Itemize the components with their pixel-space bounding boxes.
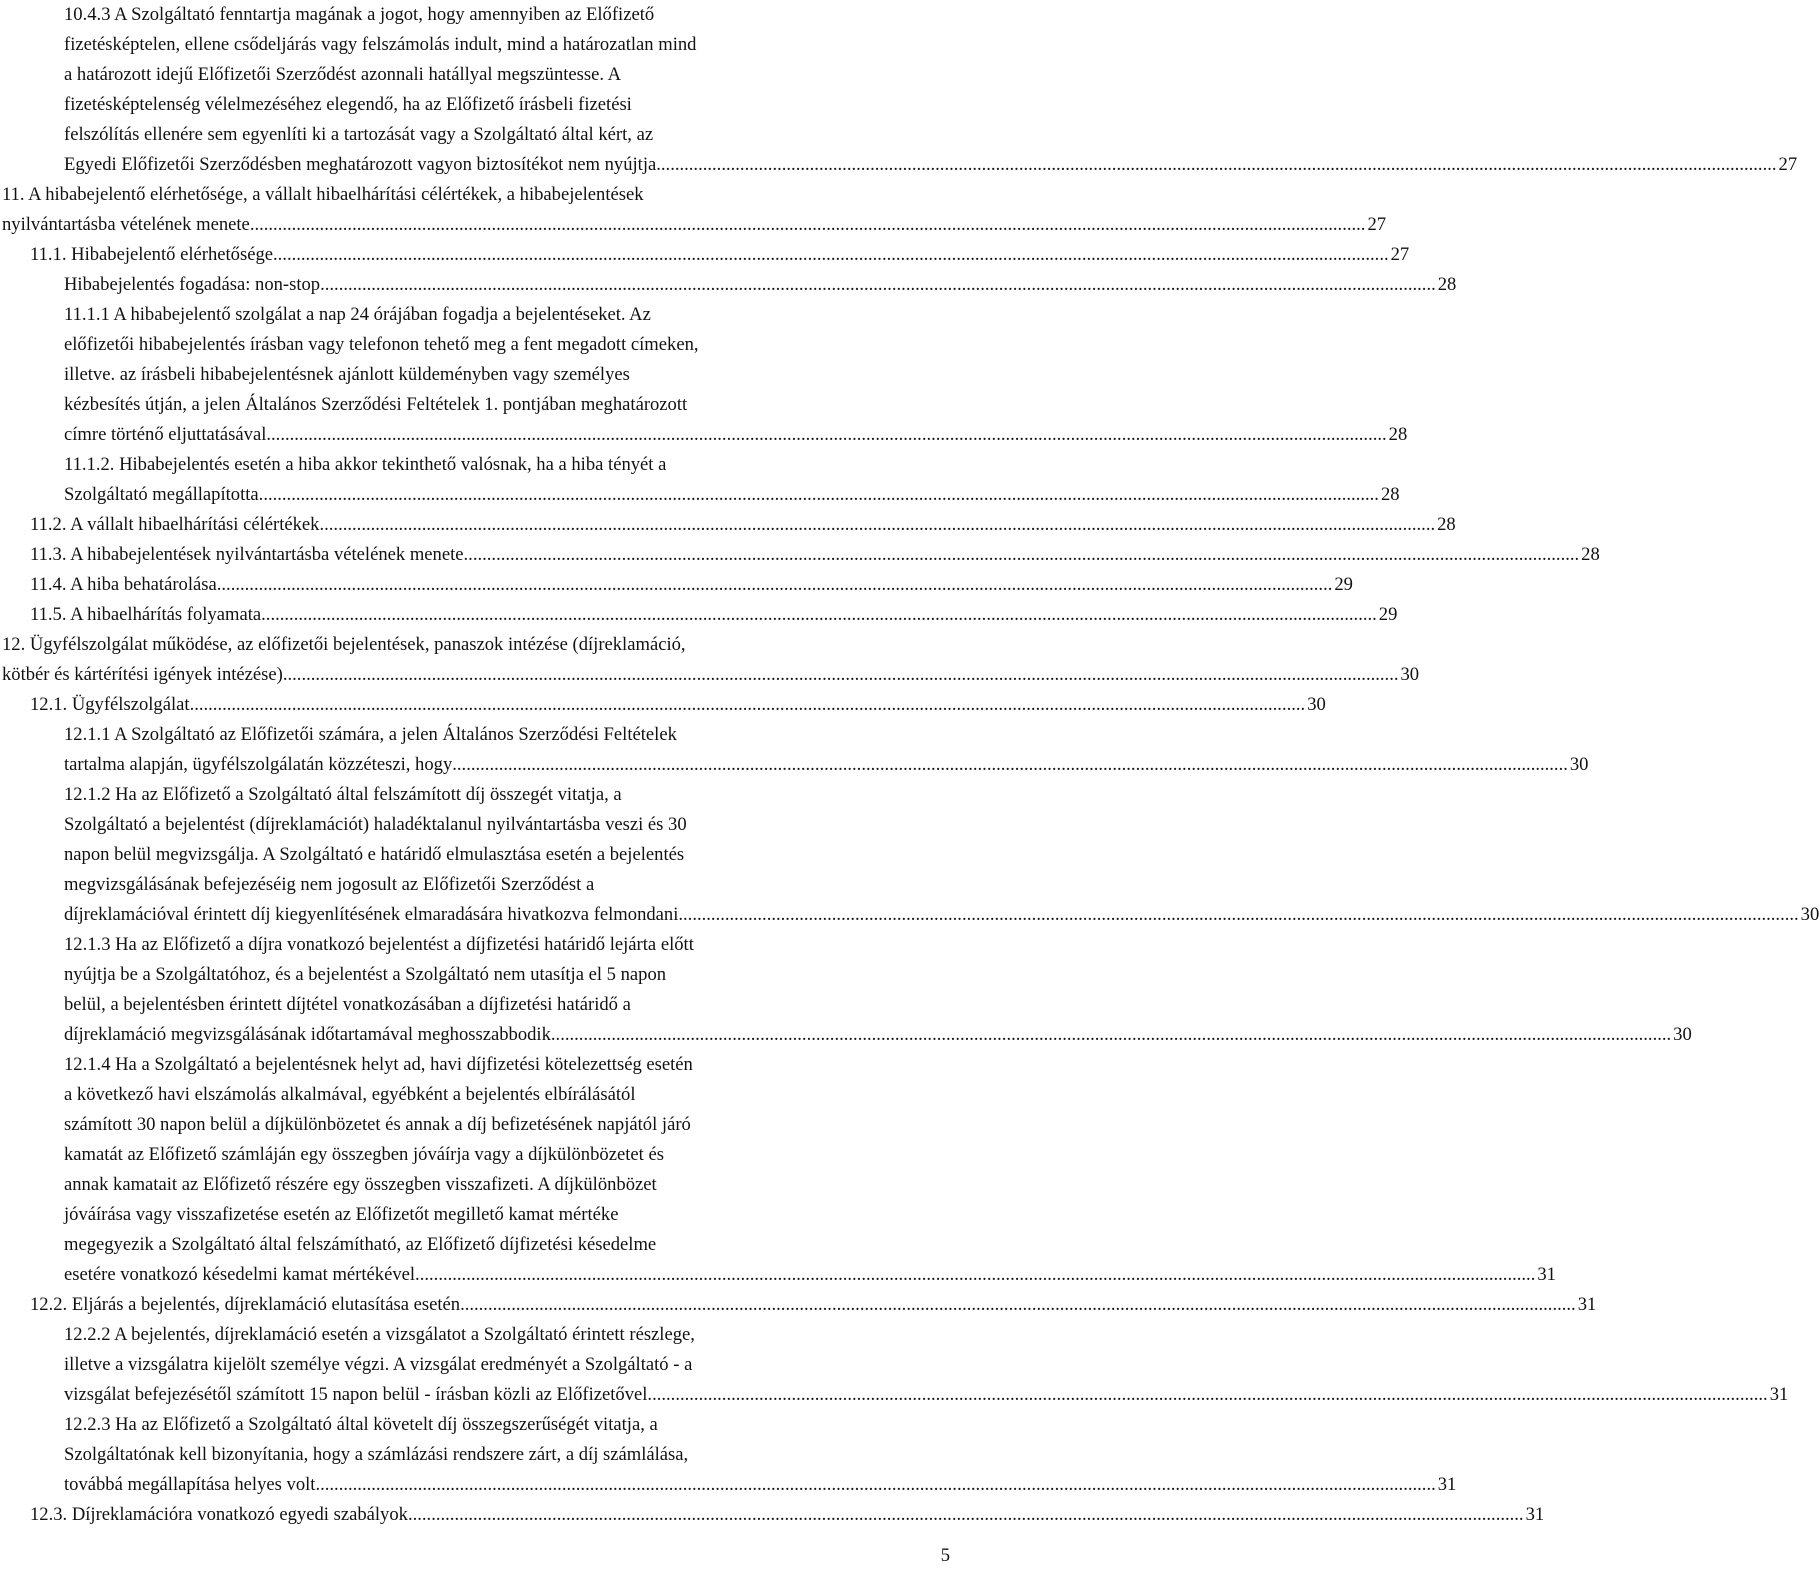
toc-entry-leader-line [64, 420, 1408, 450]
dot-leader [556, 1020, 1672, 1050]
toc-page-number: 27 [1778, 154, 1798, 175]
toc-entry-title: 12.3. Díjreklamációra vonatkozó egyedi szabályok [30, 1504, 408, 1525]
toc-page-number: 31 [1769, 1384, 1789, 1405]
toc-entry-line: napon belül megvizsgálja. A Szolgáltató e határidő elmulasztása esetén a bejelentés [64, 844, 685, 865]
dot-leader [217, 570, 1333, 600]
toc-entry-11-5[interactable] [30, 600, 1398, 630]
toc-entry-line: 10.4.3 A Szolgáltató fenntartja magának a jogot, hogy amennyiben az Előfizető [64, 4, 655, 25]
toc-page-number: 30 [1307, 694, 1326, 715]
dot-leader [271, 420, 1387, 450]
toc-page-number: 31 [1537, 1264, 1556, 1285]
toc-entry-leader-line [2, 660, 1420, 690]
toc-entry-line: 11. A hibabejelentő elérhetősége, a vállalt hibaelhárítási célértékek, a hibabejelentések [2, 184, 644, 205]
toc-entry-title: esetére vonatkozó késedelmi kamat mértékével. [64, 1264, 420, 1285]
toc-entry-line: 12.1.4 Ha a Szolgáltató a bejelentésnek helyt ad, havi díjfizetési kötelezettség esetén [64, 1054, 693, 1075]
dot-leader [250, 210, 1366, 240]
toc-page-number: 30 [1800, 904, 1819, 925]
toc-entry-title: Egyedi Előfizetői Szerződésben meghatározott vagyon biztosítékot nem nyújtja. [64, 154, 661, 175]
toc-entry-line: nyújtja be a Szolgáltatóhoz, és a bejelentést a Szolgáltató nem utasítja el 5 napon [64, 964, 667, 985]
toc-page-number: 27 [1390, 244, 1410, 265]
toc-entry-line: 12.2.3 Ha az Előfizető a Szolgáltató által követelt díj összegszerűségét vitatja, a [64, 1414, 658, 1435]
toc-entry-title: díjreklamációval érintett díj kiegyenlítésének elmaradására hivatkozva felmondani. [64, 904, 684, 925]
toc-entry-line: számított 30 napon belül a díjkülönbözetet és annak a díj befizetésének napjától járó [64, 1114, 691, 1135]
toc-entry-hibabejelentes-fogadasa[interactable] [64, 270, 1457, 300]
toc-entry-line: 12. Ügyfélszolgálat működése, az előfizetői bejelentések, panaszok intézése (díjreklamáció, [2, 634, 686, 655]
toc-entry-line: Szolgáltatónak kell bizonyítania, hogy a számlázási rendszere zárt, a díj számlálása, [64, 1444, 689, 1465]
toc-entry-leader-line [30, 690, 1326, 720]
toc-entry-12-2[interactable] [30, 1290, 1597, 1320]
toc-entry-title: 11.3. A hibabejelentések nyilvántartásba vételének menete [30, 544, 464, 565]
toc-entry-title: 11.1. Hibabejelentő elérhetősége [30, 244, 273, 265]
toc-entry-line: megvizsgálásának befejezéséig nem jogosult az Előfizetői Szerződést a [64, 874, 595, 895]
toc-entry-line: megegyezik a Szolgáltató által felszámítható, az Előfizető díjfizetési késedelme [64, 1234, 657, 1255]
toc-page-number: 30 [1569, 754, 1589, 775]
toc-entry-leader-line [64, 480, 1400, 510]
toc-entry-leader-line [2, 210, 1387, 240]
toc-page-number: 31 [1437, 1474, 1457, 1495]
toc-entry-leader-line [64, 900, 1819, 930]
toc-entry-title: Hibabejelentés fogadása: non-stop [64, 274, 321, 295]
toc-entry-12-1[interactable] [30, 690, 1326, 720]
toc-entry-12-1-1[interactable] [64, 720, 1589, 780]
toc-entry-line: 12.1.1 A Szolgáltató az Előfizetői számára, a jelen Általános Szerződési Feltételek [64, 724, 677, 745]
toc-entry-leader-line [64, 1380, 1789, 1410]
toc-entry-11-2[interactable] [30, 510, 1456, 540]
toc-page-number: 28 [1437, 274, 1457, 295]
toc-entry-leader-line [30, 510, 1456, 540]
toc-entry-10-4-3[interactable] [64, 0, 1798, 180]
toc-entry-leader-line [64, 750, 1589, 780]
toc-entry-line: Szolgáltató a bejelentést (díjreklamációt) haladéktalanul nyilvántartásba veszi és 30 [64, 814, 687, 835]
dot-leader [320, 1470, 1436, 1500]
toc-page-number: 27 [1367, 214, 1387, 235]
toc-entry-leader-line [64, 1020, 1692, 1050]
toc-entry-title: továbbá megállapítása helyes volt. [64, 1474, 321, 1495]
toc-entry-title: nyilvántartásba vételének menete [2, 214, 250, 235]
toc-page-number: 28 [1380, 484, 1400, 505]
toc-entry-line: a következő havi elszámolás alkalmával, egyébként a bejelentés elbírálásától [64, 1084, 636, 1105]
toc-entry-12-1-2[interactable] [64, 780, 1819, 930]
toc-page-number: 29 [1334, 574, 1353, 595]
toc-entry-11-1-2[interactable] [64, 450, 1400, 510]
dot-leader [273, 240, 1389, 270]
toc-entry-line: előfizetői hibabejelentés írásban vagy telefonon tehető meg a fent megadott címeken, [64, 334, 699, 355]
toc-entry-leader-line [30, 600, 1398, 630]
toc-entry-title: 11.5. A hibaelhárítás folyamata [30, 604, 262, 625]
toc-entry-title: 12.2. Eljárás a bejelentés, díjreklamáció elutasítása esetén [30, 1294, 461, 1315]
toc-entry-title: vizsgálat befejezésétől számított 15 napon belül - írásban közli az Előfizetővel. [64, 1384, 653, 1405]
toc-page-number: 31 [1525, 1504, 1545, 1525]
toc-page-number: 31 [1577, 1294, 1597, 1315]
toc-entry-line: a határozott idejű Előfizetői Szerződést azonnali hatállyal megszüntesse. A [64, 64, 622, 85]
toc-entry-line: 12.1.3 Ha az Előfizető a díjra vonatkozó bejelentést a díjfizetési határidő lejárta előtt [64, 934, 694, 955]
toc-entry-12-1-3[interactable] [64, 930, 1692, 1050]
toc-page-number: 28 [1388, 424, 1408, 445]
toc-page-number: 28 [1581, 544, 1600, 565]
dot-leader [460, 1290, 1576, 1320]
toc-entry-leader-line [64, 1260, 1556, 1290]
toc-entry-leader-line [30, 570, 1353, 600]
toc-entry-title: díjreklamáció megvizsgálásának időtartamával meghosszabbodik. [64, 1024, 556, 1045]
toc-entry-title: 11.4. A hiba behatárolása [30, 574, 217, 595]
toc-entry-12-3[interactable] [30, 1500, 1545, 1530]
toc-entry-line: kamatát az Előfizető számláján egy összegben jóváírja vagy a díjkülönbözetet és [64, 1144, 664, 1165]
toc-entry-line: 11.1.1 A hibabejelentő szolgálat a nap 24 órájában fogadja a bejelentéseket. Az [64, 304, 651, 325]
dot-leader [283, 660, 1399, 690]
toc-entry-11-3[interactable] [30, 540, 1600, 570]
toc-entry-line: 12.2.2 A bejelentés, díjreklamáció esetén a vizsgálatot a Szolgáltató érintett részlege, [64, 1324, 695, 1345]
toc-entry-12-2-2[interactable] [64, 1320, 1789, 1410]
toc-entry-line: belül, a bejelentésben érintett díjtétel vonatkozásában a díjfizetési határidő a [64, 994, 631, 1015]
dot-leader [190, 690, 1306, 720]
dot-leader [263, 480, 1379, 510]
toc-entry-line: annak kamatait az Előfizető részére egy összegben visszafizeti. A díjkülönbözet [64, 1174, 657, 1195]
toc-entry-line: 12.1.2 Ha az Előfizető a Szolgáltató által felszámított díj összegét vitatja, a [64, 784, 622, 805]
toc-page-number: 29 [1378, 604, 1398, 625]
toc-entry-title: tartalma alapján, ügyfélszolgálatán közzéteszi, hogy [64, 754, 453, 775]
dot-leader [261, 600, 1377, 630]
toc-entry-line: illetve. az írásbeli hibabejelentésnek ajánlott küldeményben vagy személyes [64, 364, 630, 385]
toc-page-number: 28 [1437, 514, 1456, 535]
toc-entry-line: jóváírása vagy visszafizetése esetén az Előfizetőt megillető kamat mértéke [64, 1204, 619, 1225]
toc-page-number: 30 [1673, 1024, 1692, 1045]
dot-leader [420, 1260, 1536, 1290]
toc-entry-leader-line [30, 1290, 1597, 1320]
toc-entry-leader-line [64, 270, 1457, 300]
toc-entry-line: kézbesítés útján, a jelen Általános Szerződési Feltételek 1. pontjában meghatározott [64, 394, 688, 415]
dot-leader [661, 150, 1777, 180]
toc-entry-leader-line [64, 1470, 1457, 1500]
toc-entry-11-1-1[interactable] [64, 300, 1408, 450]
dot-leader [452, 750, 1568, 780]
dot-leader [683, 900, 1799, 930]
dot-leader [320, 270, 1436, 300]
dot-leader [652, 1380, 1768, 1410]
dot-leader [408, 1500, 1524, 1530]
toc-entry-line: illetve a vizsgálatra kijelölt személye végzi. A vizsgálat eredményét a Szolgáltató - a [64, 1354, 693, 1375]
toc-entry-leader-line [64, 150, 1798, 180]
toc-entry-line: felszólítás ellenére sem egyenlíti ki a tartozását vagy a Szolgáltató által kért, az [64, 124, 654, 145]
toc-entry-title: 11.2. A vállalt hibaelhárítási célértékek [30, 514, 320, 535]
toc-entry-12-1-4[interactable] [64, 1050, 1556, 1290]
dot-leader [319, 510, 1435, 540]
toc-entry-12-2-3[interactable] [64, 1410, 1457, 1500]
toc-entry-12[interactable] [2, 630, 1420, 690]
toc-entry-leader-line [30, 540, 1600, 570]
toc-entry-leader-line [30, 240, 1410, 270]
toc-entry-11-1[interactable] [30, 240, 1410, 270]
toc-entry-11[interactable] [2, 180, 1387, 240]
toc-entry-leader-line [30, 1500, 1545, 1530]
toc-entry-line: fizetésképtelen, ellene csődeljárás vagy felszámolás indult, mind a határozatlan mind [64, 34, 697, 55]
dot-leader [464, 540, 1580, 570]
page-number: 5 [940, 1545, 950, 1566]
toc-entry-line: fizetésképtelenség vélelmezéséhez elegendő, ha az Előfizető írásbeli fizetési [64, 94, 632, 115]
toc-page-number: 30 [1400, 664, 1420, 685]
toc-entry-title: 12.1. Ügyfélszolgálat [30, 694, 190, 715]
toc-entry-title: címre történő eljuttatásával. [64, 424, 272, 445]
toc-entry-title: kötbér és kártérítési igények intézése) [2, 664, 283, 685]
toc-entry-11-4[interactable] [30, 570, 1353, 600]
toc-entry-title: Szolgáltató megállapította. [64, 484, 264, 505]
toc-entry-line: 11.1.2. Hibabejelentés esetén a hiba akkor tekinthető valósnak, ha a hiba tényét a [64, 454, 667, 475]
